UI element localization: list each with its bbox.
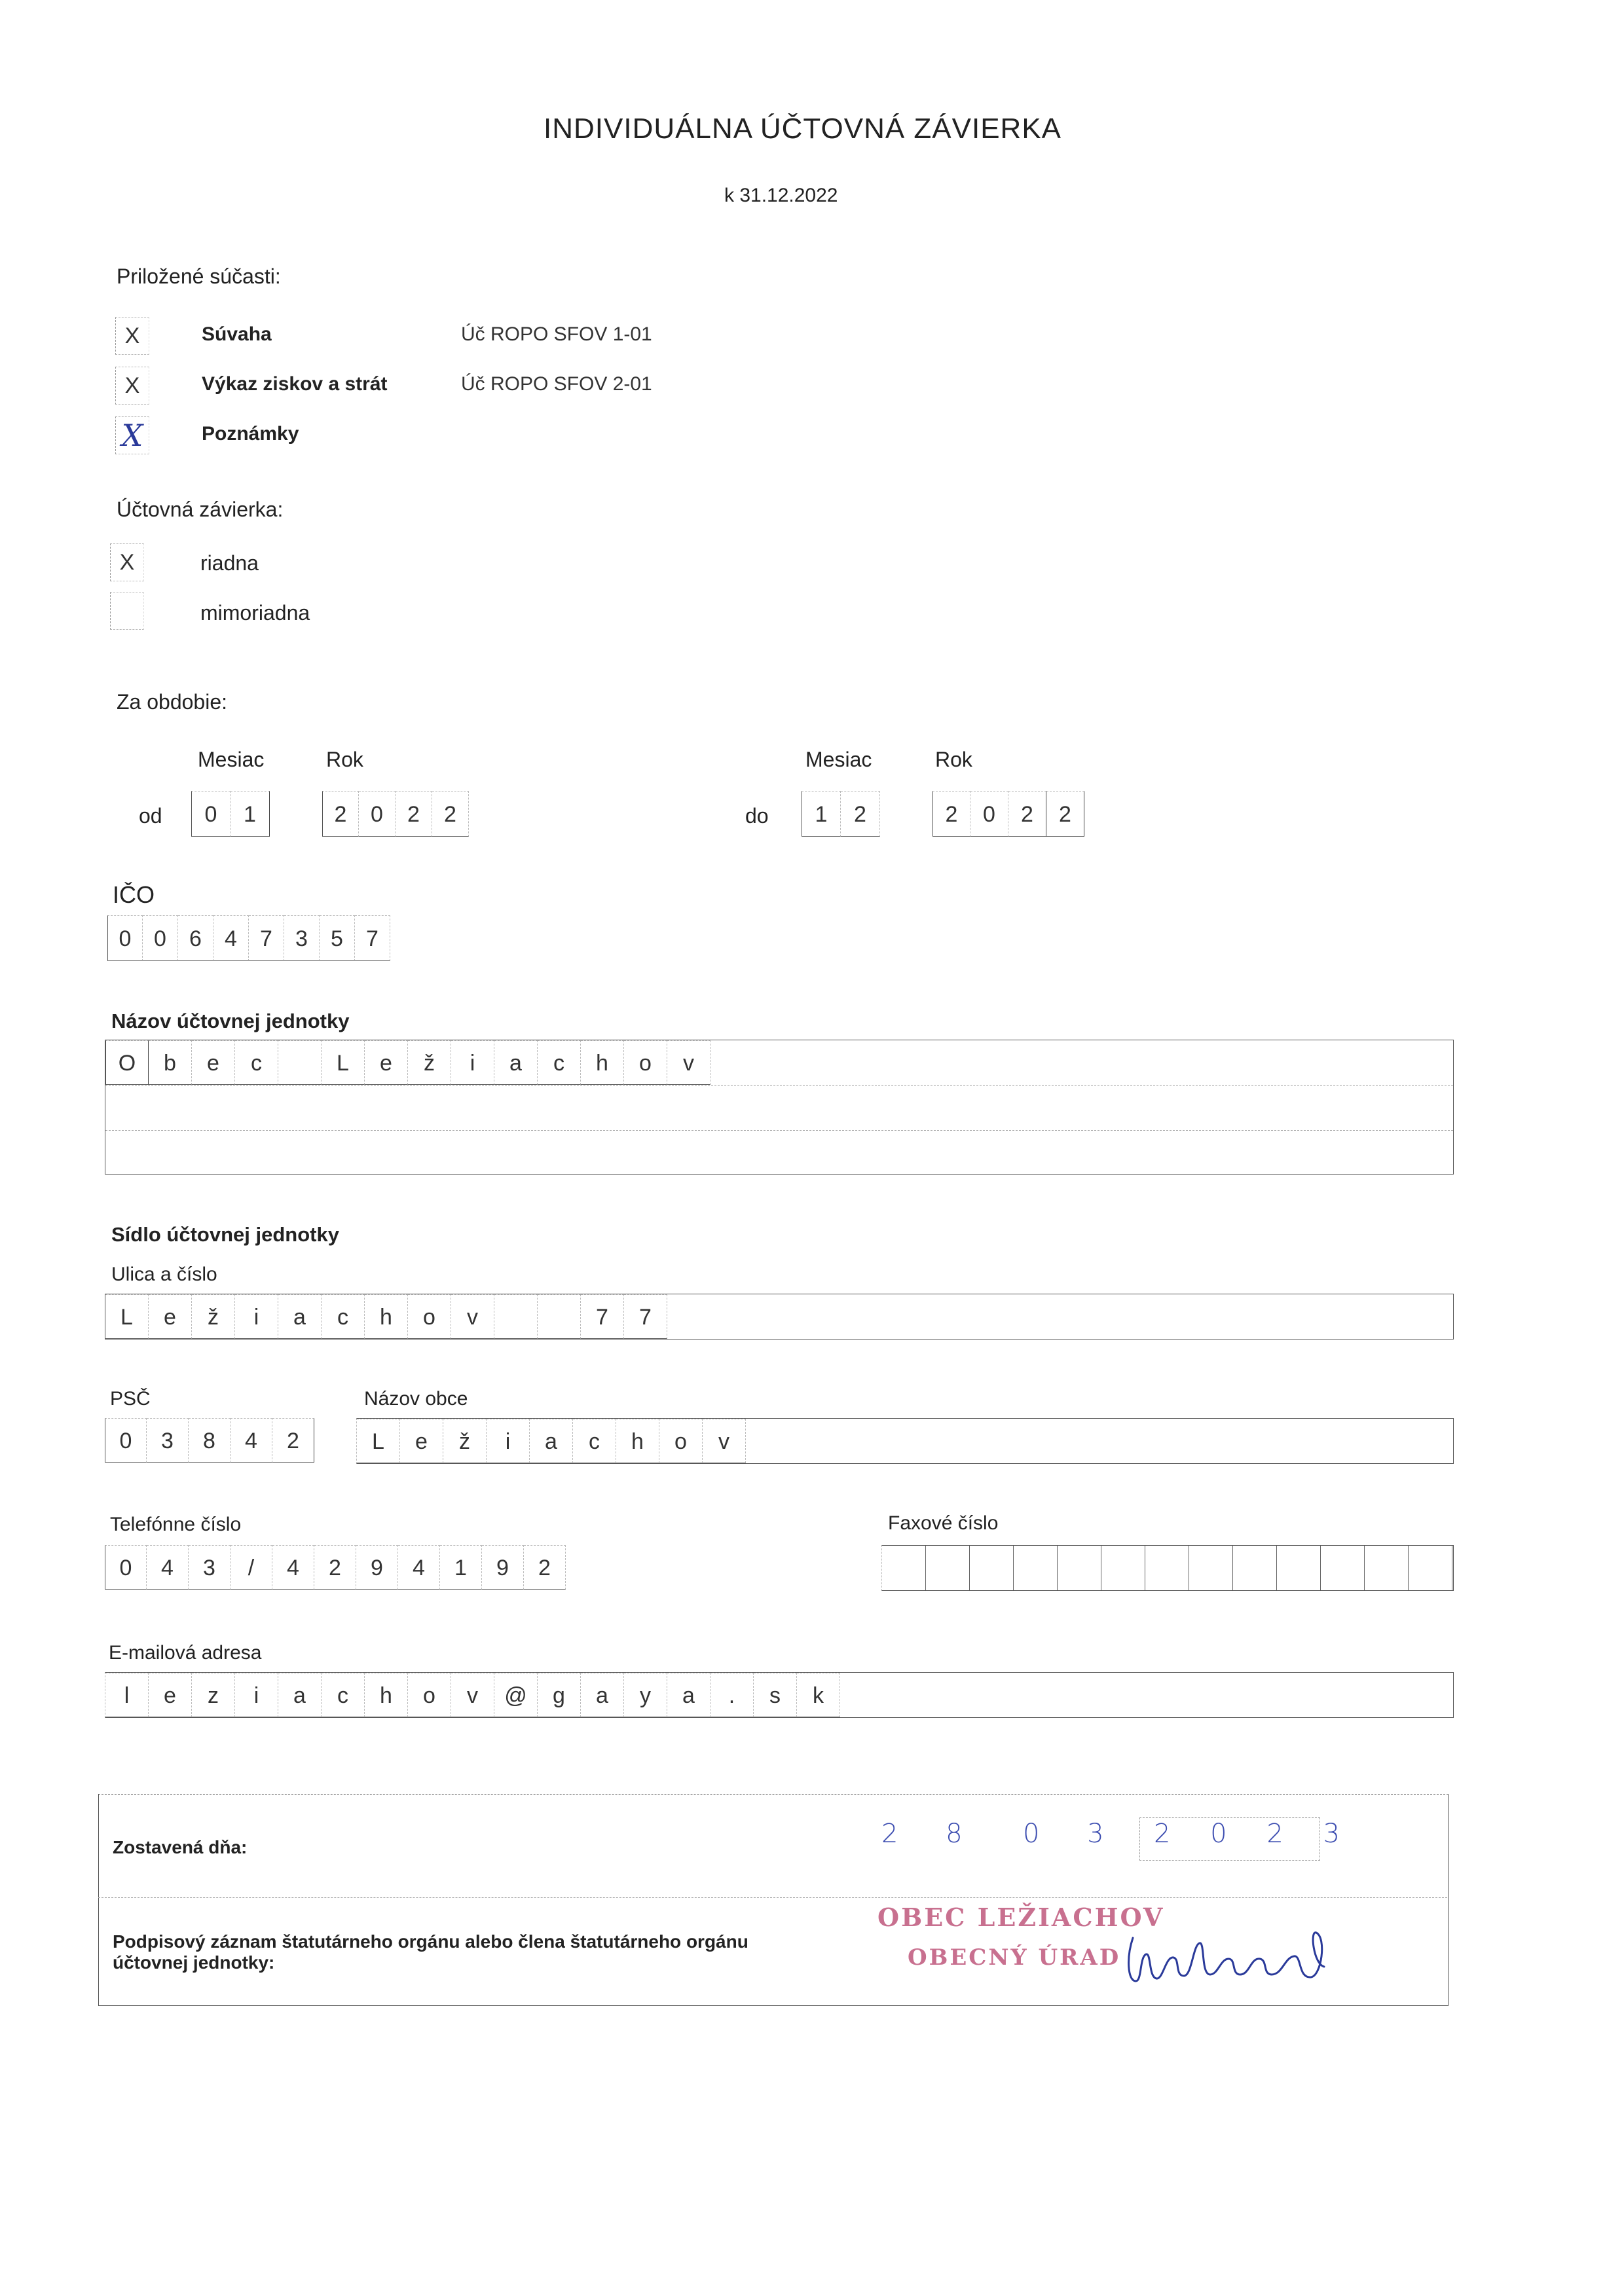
label-income-statement: Výkaz ziskov a strát: [202, 373, 388, 395]
stamp-line2: OBECNÝ ÚRAD: [908, 1944, 1121, 1971]
form-code-balance-sheet: Úč ROPO SFOV 1-01: [461, 323, 652, 345]
digit-cell: 2: [841, 791, 880, 837]
digit-cell: /: [231, 1545, 272, 1590]
from-year-label: Rok: [326, 748, 363, 771]
label-balance-sheet: Súvaha: [202, 323, 272, 345]
char-cell: i: [487, 1419, 530, 1463]
phone-label: Telefónne číslo: [110, 1514, 242, 1535]
char-cell: h: [581, 1040, 624, 1085]
compiled-label: Zostavená dňa:: [113, 1837, 248, 1857]
char-cell: l: [105, 1673, 149, 1717]
char-cell: O: [105, 1040, 149, 1085]
to-year-field[interactable]: [932, 791, 1084, 837]
document-title: INDIVIDUÁLNA ÚČTOVNÁ ZÁVIERKA: [544, 113, 1062, 145]
compiled-month[interactable]: 0 3: [1023, 1819, 1124, 1849]
to-year-label: Rok: [935, 748, 972, 771]
char-cell: a: [278, 1294, 322, 1339]
handwritten-signature: [1120, 1918, 1342, 1997]
char-cell: i: [451, 1040, 494, 1085]
seat-heading: Sídlo účtovnej jednotky: [111, 1223, 339, 1246]
char-cell: o: [624, 1040, 667, 1085]
digit-cell: 2: [1008, 791, 1046, 837]
char-cell: [494, 1294, 538, 1339]
digit-cell: 0: [191, 791, 231, 837]
char-cell: h: [365, 1294, 408, 1339]
signature-label: [113, 1931, 748, 1973]
label-extraordinary: mimoriadna: [200, 601, 310, 625]
to-month-label: Mesiac: [805, 748, 872, 771]
char-cell: g: [538, 1673, 581, 1717]
entity-name-label: Názov účtovnej jednotky: [111, 1010, 350, 1032]
char-cell: @: [494, 1673, 538, 1717]
entity-name-field[interactable]: [105, 1040, 1454, 1175]
char-cell: 7: [624, 1294, 667, 1339]
to-label: do: [745, 804, 769, 828]
char-cell: a: [530, 1419, 573, 1463]
char-cell: b: [149, 1040, 192, 1085]
zip-field[interactable]: [105, 1418, 314, 1463]
from-month-field[interactable]: [191, 791, 270, 837]
digit-cell: 4: [213, 915, 249, 961]
char-cell: e: [149, 1673, 192, 1717]
checkbox-regular[interactable]: X: [110, 543, 144, 581]
char-cell: i: [235, 1673, 278, 1717]
char-cell: h: [365, 1673, 408, 1717]
form-code-income-statement: Úč ROPO SFOV 2-01: [461, 373, 652, 395]
compiled-year[interactable]: 2 0 2 3: [1154, 1819, 1356, 1849]
street-label: Ulica a číslo: [111, 1264, 217, 1285]
char-cell: c: [538, 1040, 581, 1085]
digit-cell: 2: [1046, 791, 1084, 837]
char-cell: L: [105, 1294, 149, 1339]
char-cell: ž: [408, 1040, 451, 1085]
digit-cell: 9: [356, 1545, 398, 1590]
char-cell: e: [400, 1419, 443, 1463]
digit-cell: 7: [355, 915, 390, 961]
char-cell: c: [573, 1419, 616, 1463]
digit-cell: 0: [105, 1418, 147, 1463]
digit-cell: 0: [107, 915, 143, 961]
stamp-line1: OBEC LEŽIACHOV: [877, 1903, 1165, 1932]
signature-label-line2: účtovnej jednotky:: [113, 1952, 275, 1973]
from-year-field[interactable]: [322, 791, 469, 837]
from-month-label: Mesiac: [198, 748, 265, 771]
char-cell: a: [667, 1673, 710, 1717]
digit-cell: 2: [272, 1418, 314, 1463]
from-label: od: [139, 804, 162, 828]
label-notes: Poznámky: [202, 423, 299, 445]
digit-cell: 5: [320, 915, 355, 961]
email-label: E-mailová adresa: [109, 1642, 262, 1664]
char-cell: [278, 1040, 322, 1085]
char-cell: o: [659, 1419, 703, 1463]
digit-cell: 0: [143, 915, 178, 961]
digit-cell: 1: [440, 1545, 482, 1590]
digit-cell: 1: [802, 791, 841, 837]
digit-cell: 4: [147, 1545, 189, 1590]
digit-cell: 0: [970, 791, 1008, 837]
char-cell: L: [322, 1040, 365, 1085]
fax-field[interactable]: [881, 1545, 1454, 1591]
compiled-day[interactable]: 2 8: [881, 1819, 982, 1849]
city-field[interactable]: [356, 1418, 1454, 1464]
char-cell: v: [667, 1040, 710, 1085]
char-cell: z: [192, 1673, 235, 1717]
digit-cell: 0: [105, 1545, 147, 1590]
char-cell: v: [451, 1294, 494, 1339]
ico-field[interactable]: [107, 915, 390, 961]
digit-cell: 3: [189, 1545, 231, 1590]
ico-label: IČO: [113, 881, 155, 908]
digit-cell: 1: [231, 791, 270, 837]
digit-cell: 2: [396, 791, 432, 837]
char-cell: e: [365, 1040, 408, 1085]
char-cell: e: [192, 1040, 235, 1085]
digit-cell: 2: [322, 791, 359, 837]
char-cell: o: [408, 1294, 451, 1339]
char-cell: ž: [443, 1419, 487, 1463]
char-cell: v: [703, 1419, 746, 1463]
email-field[interactable]: [105, 1672, 1454, 1718]
city-label: Názov obce: [364, 1388, 468, 1410]
label-regular: riadna: [200, 551, 259, 575]
char-cell: [538, 1294, 581, 1339]
checkbox-income-statement[interactable]: X: [115, 367, 149, 405]
digit-cell: 4: [398, 1545, 440, 1590]
digit-cell: 0: [359, 791, 396, 837]
char-cell: s: [754, 1673, 797, 1717]
digit-cell: 2: [524, 1545, 566, 1590]
char-cell: y: [624, 1673, 667, 1717]
char-cell: 7: [581, 1294, 624, 1339]
char-cell: a: [494, 1040, 538, 1085]
char-cell: a: [278, 1673, 322, 1717]
char-cell: k: [797, 1673, 840, 1717]
char-cell: e: [149, 1294, 192, 1339]
fax-label: Faxové číslo: [888, 1512, 999, 1534]
char-cell: o: [408, 1673, 451, 1717]
char-cell: a: [581, 1673, 624, 1717]
char-cell: ž: [192, 1294, 235, 1339]
digit-cell: 9: [482, 1545, 524, 1590]
street-field[interactable]: [105, 1294, 1454, 1339]
signature-label-line1: Podpisový záznam štatutárneho orgánu alebo člena štatutárneho orgánu: [113, 1931, 748, 1952]
to-month-field[interactable]: [802, 791, 880, 837]
statement-type-heading: Účtovná závierka:: [117, 498, 284, 521]
digit-cell: 4: [231, 1418, 272, 1463]
period-heading: Za obdobie:: [117, 690, 228, 714]
phone-field[interactable]: [105, 1545, 566, 1590]
digit-cell: 3: [147, 1418, 189, 1463]
components-heading: Priložené súčasti:: [117, 264, 281, 288]
char-cell: h: [616, 1419, 659, 1463]
checkbox-balance-sheet[interactable]: X: [115, 317, 149, 355]
char-cell: L: [357, 1419, 400, 1463]
digit-cell: 8: [189, 1418, 231, 1463]
zip-label: PSČ: [110, 1388, 151, 1410]
digit-cell: 4: [272, 1545, 314, 1590]
checkbox-notes[interactable]: X: [115, 416, 149, 454]
date-line: k 31.12.2022: [724, 185, 838, 206]
signature-divider: [98, 1897, 1447, 1898]
digit-cell: 6: [178, 915, 213, 961]
digit-cell: 7: [249, 915, 284, 961]
char-cell: i: [235, 1294, 278, 1339]
digit-cell: 3: [284, 915, 320, 961]
char-cell: c: [322, 1294, 365, 1339]
char-cell: .: [710, 1673, 754, 1717]
char-cell: v: [451, 1673, 494, 1717]
digit-cell: 2: [432, 791, 469, 837]
digit-cell: 2: [314, 1545, 356, 1590]
digit-cell: 2: [932, 791, 970, 837]
checkbox-extraordinary[interactable]: [110, 592, 144, 630]
char-cell: c: [322, 1673, 365, 1717]
char-cell: c: [235, 1040, 278, 1085]
